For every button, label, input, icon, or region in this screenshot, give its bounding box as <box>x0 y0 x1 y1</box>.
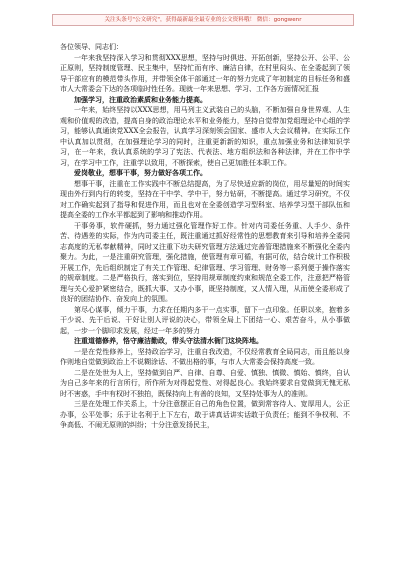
paragraph: 第尽心谋事，倾力干事，力求在任期内多干一点实事，留下一点印象。任职以来，抱着多干少说、先干后说、干好让别人评说的决心，带领全局上下团结一心、艰苦奋斗，从小事做起，一步一个脚印求发展，经过一年多的努力 <box>60 305 350 335</box>
section-heading: 加强学习，注重政治素质和业务能力提高。 <box>74 94 207 104</box>
paragraph: 一是在党性修养上，坚持政治学习，注重自我改造，不仅经常教育全局同志，而且能以身作则地自觉做到政治上不说糊涂话、不做出格的事，与市人大常委会保持高度一致。 <box>60 347 350 366</box>
paragraph: 三是在处理工作关系上，十分注意摆正自己的角色位置，做到常容待人、宽厚用人，公正办事，公平处事；乐于让名利于上下左右，敢于讲真话讲实话敢于负责任；能到不争权利、不争高低、不闹无原则的纠纷；十分注意发扬民主， <box>60 400 350 429</box>
paragraph: 想事干事，注重在工作实践中不断总结提高，为了尽快适应新的岗位，用尽量短的时间实现由外行到内行的转变，坚持在干中学、学中干，努力钻研，不断提高。通过学习研究，不仅对工作确实起到了指导和促进作用，而且也对在全委创造学习型科室、培养学习型干部队伍和提高全委的工作水平都起到了影响和推动作用。 <box>60 179 350 219</box>
salutation: 各位领导、同志们： <box>60 43 123 51</box>
paragraph: 一年来我坚持深入学习和贯彻XXX思想，坚持与时俱进、开拓创新，坚持公开、公平、公正原则，坚持制度管理、民主集中，坚持忙而有序、廉洁自律，在村里闷头、在全委起到了领导干部应有的模范带头作用，并带领全体干部通过一年的努力完成了年初制定的目标任务和盛市人大常委会下达的各项临时性任务。现就一年来思想、学习、工作各方面情况汇报 <box>60 53 350 93</box>
document-body <box>60 42 350 431</box>
section-heading: 注重道德修养，恪守廉洁勤政，带头守法清水衙门这块阵地。 <box>74 336 263 345</box>
section-heading: 爱岗敬业，想事干事，努力做好各项工作。 <box>74 168 207 177</box>
header-banner: 关注头条号"公文研究"，获得最新最全最专业的公文资料哦！ 微信：gongwenr <box>52 14 354 26</box>
paragraph: 二是在处世为人上，坚持做到自严、自律、自尊、自爱、慎独、慎微、慎始、慎终，自认为自己多年来的行言所行，所作所为对得起党性、对得起良心。我始终要求自觉做到无愧无私时不害惑，手中有权时不独拍，既保持向上有善的良知，又坚持处事为人的准则。 <box>60 368 350 398</box>
paragraph: 干事务事，软件硬抓，努力通过强化管理作好工作。针对内司委任务重、人手少、条件苦、待遇差的实际，作为内司委主任，既注重通过抓好经常性的思想教育来引导和培养全委同志高度的无私奉献精神，同时又注重下功夫研究管理方法通过完善管理措施来不断强化全委内聚力。为此，一是注重研究管理，强化措施，使管理有章可循，有据可依，结合统计工作积极开展工作，先后组织制定了有关工作管理、纪律管理、学习管理、财务等一系列便于操作落实的规章制度。二是严格执行，落实到位，坚持用规章制度约束和规范全委工作，注意把严格管理与关心爱护紧密结合，既抓大事、又办小事，既坚持制度，又人情入理，从而使全委形成了良好的团结协作、奋发向上的氛围。 <box>60 221 350 303</box>
paragraph: 一年来，始终坚持以XXX思想，用马列主义武装自己的头脑，不断加强自身世界观、人生观和价值观的改造，提高自身的政治理论水平和业务能力，坚持自觉带加党组理论中心组的学习，能够认真通读党XXX全会报告，认真学习深刻领会国家、盛市人大会议精神。在实际工作中认真加以贯彻，在加强理论学习的同时，注重更新新的知识，重点加强业务和法律知识学习，在一年来，我认真系统的学习了宪法、代表法、地方组织法和各种法律，并在工作中学习，在学习中工作，注重学以致用，不断探索，使自己更加胜任本职工作。 <box>60 106 350 167</box>
